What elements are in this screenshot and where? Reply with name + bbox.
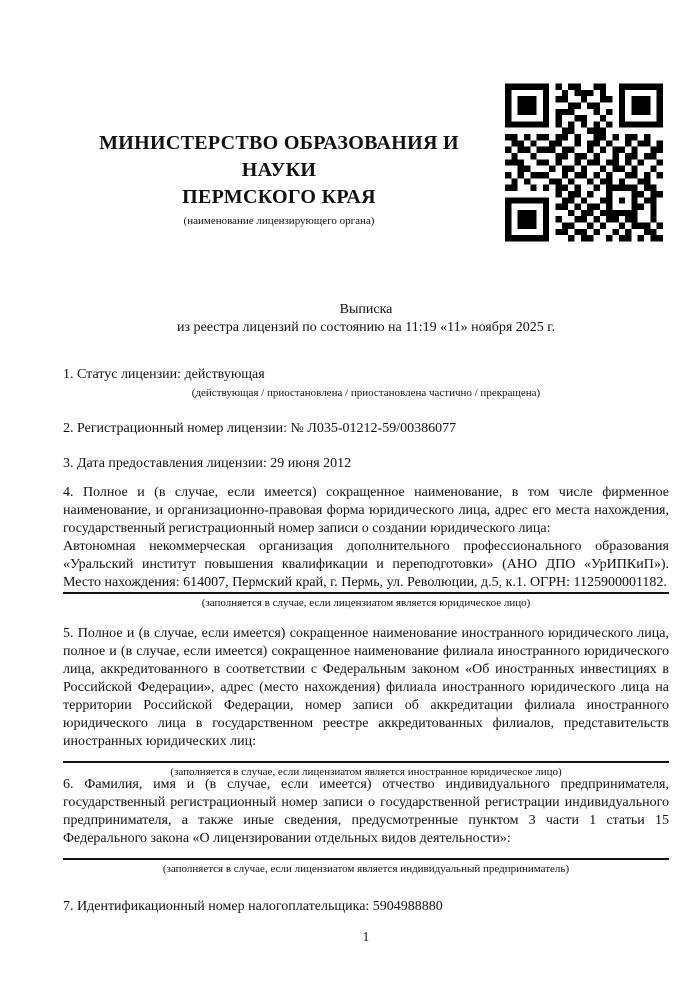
registration-number-text: 2. Регистрационный номер лицензии: № Л035-01212-59/00386077 [63, 421, 457, 436]
legal-entity-label: 4. Полное и (в случае, если имеется) сокращенное наименование, в том числе фирменное наименование, и организационно-правовая форма юридического лица, адрес его места нахождения, государственный регистрационный номер записи о создании юридического лица: [63, 485, 669, 536]
item-2-registration-number [63, 420, 669, 438]
foreign-entity-caption: (заполняется в случае, если лицензиатом является иностранное юридическое лицо) [170, 766, 562, 778]
document-title [63, 301, 669, 337]
legal-entity-caption: (заполняется в случае, если лицензиатом является юридическое лицо) [201, 597, 531, 609]
item-6-individual-entrepreneur [63, 776, 669, 876]
item-5-underline [63, 761, 669, 763]
license-status-text: 1. Статус лицензии: действующая [63, 367, 265, 382]
item-3-license-date [63, 455, 669, 473]
foreign-entity-label: 5. Полное и (в случае, если имеется) сокращенное наименование иностранного юридического лица, полное и (в случае, если имеется) сокращенное наименование филиала иностранного юридического лица, аккредитованного в соответствии с Федеральным законом «Об иностранных инвестициях в Российской Федерации», адрес (место нахождения) филиала иностранного юридического лица на территории Российской Федерации, номер записи об аккредитации филиала иностранного юридического лица в государственном реестре аккредитованных филиалов, представительств иностранных юридических лиц: [63, 626, 669, 749]
qr-code [505, 82, 663, 243]
individual-entrepreneur-caption: (заполняется в случае, если лицензиатом является индивидуальный предприниматель) [162, 863, 570, 875]
document-title-line2: из реестра лицензий по состоянию на 11:19 «11» ноября 2025 г. [177, 320, 555, 335]
license-status-caption: (действующая / приостановлена / приостановлена частично / прекращена) [191, 387, 541, 399]
ministry-header [63, 130, 495, 228]
item-4-underline [63, 592, 669, 594]
taxpayer-id-text: 7. Идентификационный номер налогоплательщика: 5904988880 [63, 899, 443, 914]
legal-entity-value: Автономная некоммерческая организация дополнительного профессионального образования «Уральский институт повышения квалификации и переподготовки» (АНО ДПО «УрИПКиП»). Место нахождения: 614007, Пермский край, г. Пермь, ул. Революции, д.5, к.1. ОГРН: 1125900001182. [63, 539, 669, 590]
document-title-line1: Выписка [339, 302, 393, 317]
ministry-name-line2: ПЕРМСКОГО КРАЯ [182, 186, 376, 208]
page-number: 1 [362, 929, 370, 944]
license-date-text: 3. Дата предоставления лицензии: 29 июня 2012 [63, 456, 352, 471]
item-6-underline [63, 858, 669, 860]
ministry-name-line1: МИНИСТЕРСТВО ОБРАЗОВАНИЯ И НАУКИ [99, 132, 459, 181]
item-4-legal-entity [63, 484, 669, 610]
item-7-taxpayer-id [63, 898, 669, 916]
item-1-license-status [63, 366, 669, 400]
ministry-name-caption: (наименование лицензирующего органа) [183, 215, 375, 227]
item-5-foreign-entity [63, 625, 669, 779]
individual-entrepreneur-label: 6. Фамилия, имя и (в случае, если имеется) отчество индивидуального предпринимателя, государственный регистрационный номер записи о государственной регистрации индивидуального предпринимателя, а также иные сведения, предусмотренные пунктом 3 части 1 статьи 15 Федерального закона «О лицензировании отдельных видов деятельности»: [63, 777, 669, 846]
